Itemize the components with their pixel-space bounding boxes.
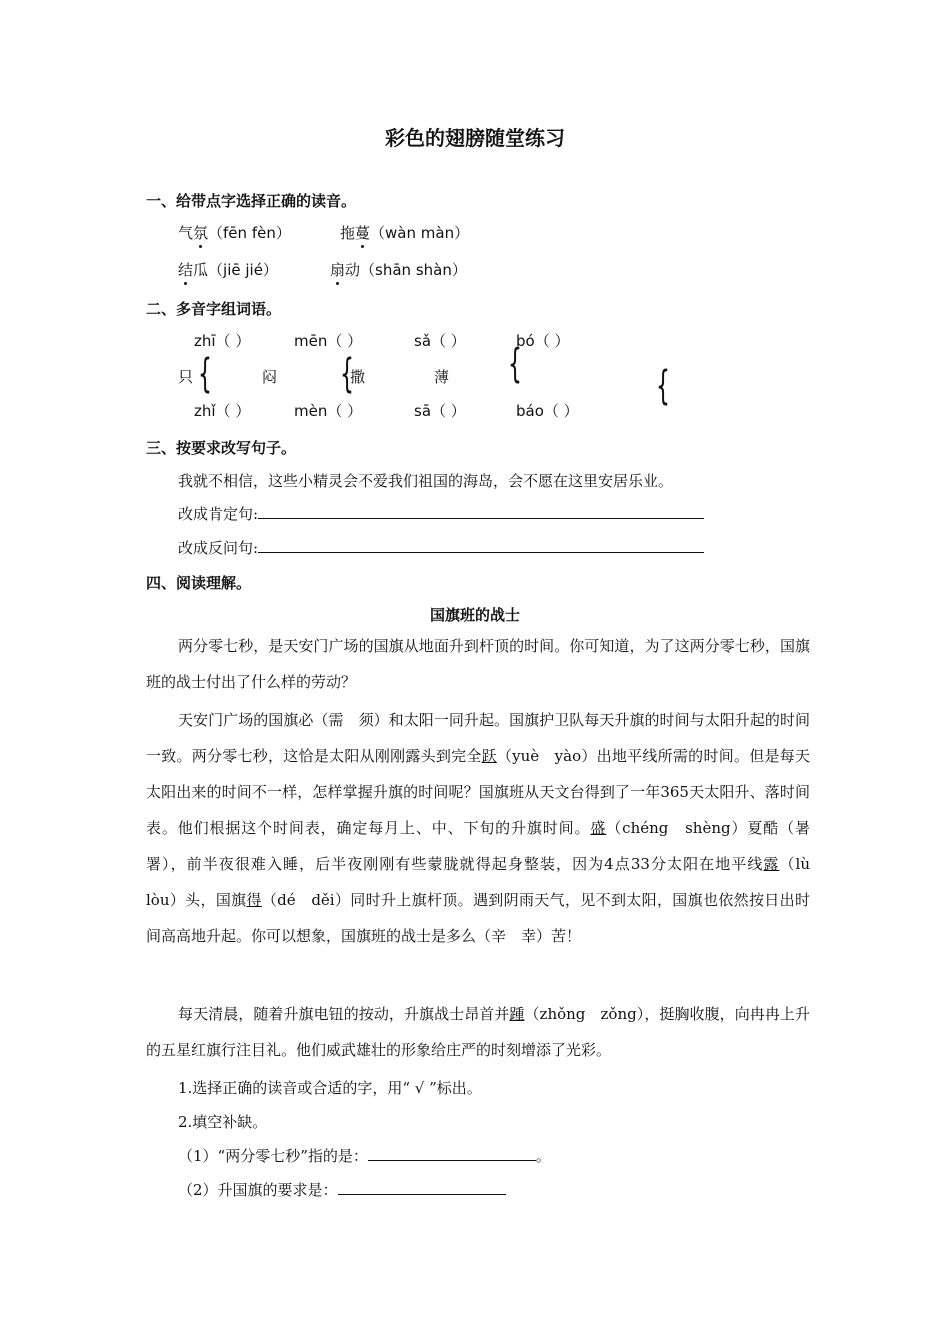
polyphone-char: 只: [178, 368, 194, 386]
polyphone-bottom: mèn（ ）: [294, 402, 363, 420]
article-paragraph-2: 天安门广场的国旗必（需 须）和太阳一同升起。国旗护卫队每天升旗的时间与太阳升起的时间一致。两分零七秒，这恰是太阳从刚刚露头到完全跃（yuè yào）出地平线所需的时间。但是每天太阳出来的时间不一样，怎样掌握升旗的时间呢？国旗班从天文台得到了一年365天太阳升、落时间表。他们根据这个时间表，确定每月上、中、下旬的升旗时间。盛（chéng shèng）夏酷（暑 署），前半夜很难入睡，后半夜刚刚有些蒙胧就得起身整装，因为4点33分太阳在地平线露（lù lòu）头，国旗得（dé děi）同时升上旗杆顶。遇到阴雨天气，见不到太阳，国旗也依然按日出时间高高地升起。你可以想象，国旗班的战士是多么（辛 幸）苦！: [146, 711, 826, 945]
polyphone-char: 撒: [350, 368, 366, 386]
left-brace-icon: {: [340, 351, 354, 397]
answer-blank[interactable]: [338, 1180, 506, 1195]
pinyin-options: （wàn màn）: [370, 224, 470, 242]
section-1-heading: 一、给带点字选择正确的读音。: [146, 192, 357, 210]
article-paragraph-3: 每天清晨，随着升旗电钮的按动，升旗战士昂首并踵（zhǒng zǒng），挺胸收腹，向冉冉上升的五星红旗行注目礼。他们威武雄壮的形象给庄严的时刻增添了光彩。: [146, 1005, 810, 1059]
rewrite-affirmative: [178, 503, 704, 524]
answer-blank[interactable]: [258, 538, 704, 553]
polyphone-top: mēn（ ）: [294, 332, 363, 350]
question-label: （2）升国旗的要求是：: [178, 1181, 338, 1199]
dotted-char: 氛: [193, 224, 209, 242]
dotted-char: 蔓: [355, 224, 371, 242]
section-2-heading: 二、多音字组词语。: [146, 300, 282, 318]
left-brace-icon: {: [656, 363, 670, 409]
item-char: 气: [178, 224, 194, 242]
dotted-char: 结: [178, 261, 194, 279]
underlined-char: 露: [763, 855, 780, 873]
underlined-char: 踵: [509, 1005, 525, 1023]
underlined-char: 跃: [481, 747, 497, 765]
polyphone-char: 闷: [262, 368, 278, 386]
question-1: 1.选择正确的读音或合适的字，用“ √ ”标出。: [178, 1079, 482, 1097]
article-title: 国旗班的战士: [429, 606, 520, 624]
item-char: 动: [345, 261, 361, 279]
question-2: 2.填空补缺。: [178, 1113, 268, 1131]
pinyin-options: （jiē jié）: [208, 261, 278, 279]
polyphone-top: sǎ（ ）: [414, 332, 466, 350]
rewrite-label: 改成肯定句:: [178, 505, 259, 523]
answer-blank[interactable]: [258, 504, 704, 519]
question-2-1: （1）“两分零七秒”指的是： 。: [178, 1147, 551, 1165]
original-sentence: 我就不相信，这些小精灵会不爱我们祖国的海岛，会不愿在这里安居乐业。: [178, 472, 674, 490]
polyphone-char: 薄: [434, 368, 450, 386]
page-title: 彩色的翅膀随堂练习: [385, 126, 565, 150]
dotted-char: 扇: [330, 261, 346, 279]
pinyin-options: （fēn fèn）: [208, 224, 291, 242]
question-label: （1）“两分零七秒”指的是：: [178, 1147, 368, 1165]
left-brace-icon: {: [508, 341, 522, 387]
polyphone-top: bó（ ）: [516, 332, 570, 350]
item-char: 瓜: [193, 261, 209, 279]
rewrite-rhetorical: [178, 537, 704, 558]
item-char: 拖: [340, 224, 356, 242]
rewrite-label: 改成反问句:: [178, 539, 259, 557]
question-2-2: [178, 1179, 506, 1200]
section-4-heading: 四、阅读理解。: [146, 574, 252, 592]
item-shandong: [330, 259, 467, 280]
polyphone-bottom: báo（ ）: [516, 402, 579, 420]
polyphone-bottom: sā（ ）: [414, 402, 466, 420]
polyphone-top: zhī（ ）: [194, 332, 251, 350]
article-paragraph-1: 两分零七秒，是天安门广场的国旗从地面升到杆顶的时间。你可知道，为了这两分零七秒，国旗班的战士付出了什么样的劳动？: [146, 637, 810, 691]
answer-blank[interactable]: [368, 1146, 536, 1161]
pinyin-options: （shān shàn）: [360, 261, 467, 279]
underlined-char: 盛: [590, 819, 607, 837]
left-brace-icon: {: [198, 351, 212, 397]
underlined-char: 得: [246, 891, 262, 909]
item-tuoman: [340, 222, 469, 243]
item-jiegua: [178, 259, 278, 280]
section-3-heading: 三、按要求改写句子。: [146, 439, 297, 457]
item-qifen: [178, 222, 291, 243]
polyphone-bottom: zhǐ（ ）: [194, 402, 251, 420]
